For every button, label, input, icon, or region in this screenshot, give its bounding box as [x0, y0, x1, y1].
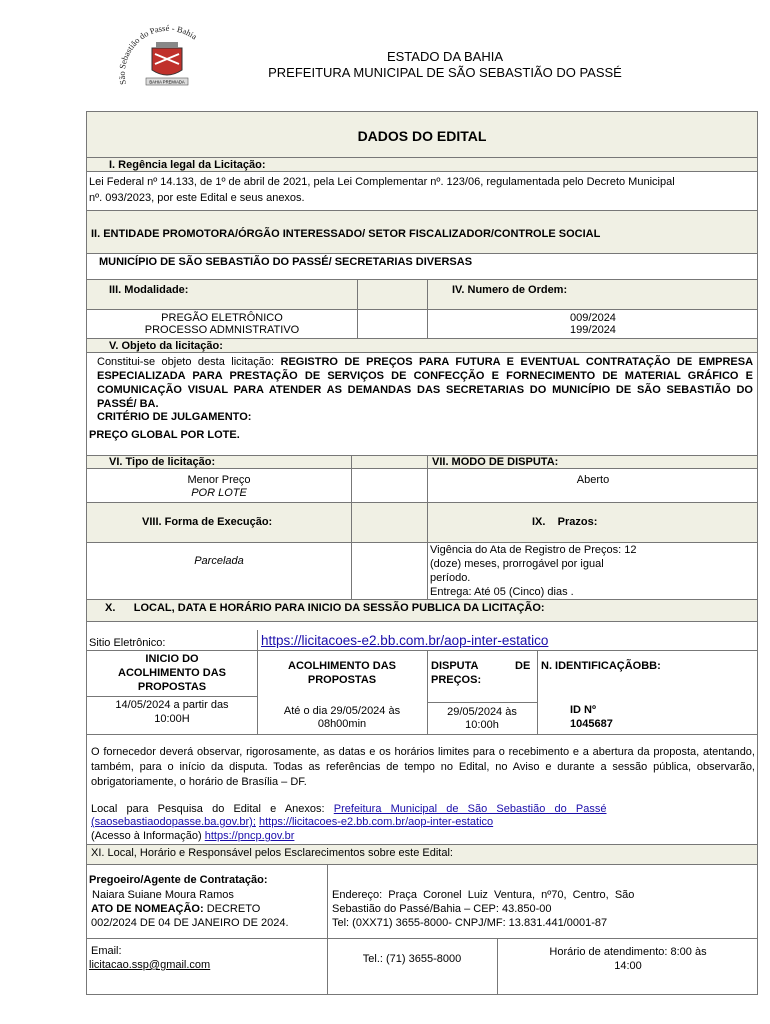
s6-line2: POR LOTE: [191, 487, 247, 499]
s4-line1: 009/2024: [570, 312, 616, 324]
s4-heading: IV. Numero de Ordem:: [452, 284, 568, 296]
pregoeiro-name: Naiara Suiane Moura Ramos: [89, 889, 234, 901]
licitacoes-link[interactable]: https://licitacoes-e2.bb.com.br/aop-inter-estatico: [258, 816, 494, 828]
grid-v4-l2: 1045687: [570, 718, 613, 730]
s7-value: Aberto: [576, 474, 610, 486]
local-text: [91, 802, 755, 816]
telefone: Tel.: (71) 3655-8000: [362, 953, 462, 965]
s9-line2: (doze) meses, prorrogável por igual: [430, 558, 604, 570]
s3-line2: PROCESSO ADMNISTRATIVO: [144, 324, 300, 336]
prefeitura-link[interactable]: Prefeitura Municipal de São Sebastião do Passé: [333, 803, 607, 815]
s2-heading: II. ENTIDADE PROMOTORA/ÓRGÃO INTERESSADO/ SETOR FISCALIZADOR/CONTROLE SOCIAL: [91, 228, 601, 240]
title-band: [87, 112, 757, 158]
s9-line3: período.: [430, 572, 471, 584]
s4-line2: 199/2024: [570, 324, 616, 336]
page-title: DADOS DO EDITAL: [357, 128, 487, 144]
page-header: [240, 49, 650, 81]
grid-h3-a: DISPUTA: [431, 660, 479, 672]
sitio-link[interactable]: https://licitacoes-e2.bb.com.br/aop-inter-estatico: [261, 633, 549, 648]
s3-heading: III. Modalidade:: [109, 284, 189, 296]
grid-h4: N. IDENTIFICAÇÃOBB:: [541, 660, 661, 672]
s9-line1: Vigência do Ata de Registro de Preços: 12: [430, 544, 637, 556]
edital-sheet: [86, 111, 758, 995]
logo-arc-text: São Sebastião do Passé - Bahia: [116, 22, 200, 86]
header-prefeitura: PREFEITURA MUNICIPAL DE SÃO SEBASTIÃO DO PASSÉ: [268, 65, 622, 80]
grid-h2-l2: PROPOSTAS: [307, 674, 377, 686]
aviso-text: O fornecedor deverá observar, rigorosamente, as datas e os horários limites para o recebimento e a abertura da proposta, atentando, também, para o início da disputa. Todas as referências de tempo no Edital, no Aviso e durante a sessão pública, observarão, obrigatoriamente, o horário de Brasília – DF.: [91, 746, 755, 788]
grid-v2-l1: Até o dia 29/05/2024 às: [283, 705, 401, 717]
local-prefix: Local para Pesquisa do Edital e Anexos:: [91, 803, 334, 815]
horario-line2: 14:00: [614, 960, 642, 972]
grid-v2-l2: 08h00min: [317, 718, 367, 730]
s7-heading: VII. MODO DE DISPUTA:: [432, 456, 559, 468]
grid-h3-c: PREÇOS:: [431, 674, 482, 686]
criterio-heading: CRITÉRIO DE JULGAMENTO:: [97, 411, 252, 423]
endereco-line3: Tel: (0XX71) 3655-8000- CNPJ/MF: 13.831.441/0001-87: [332, 917, 608, 929]
acesso-line: [91, 830, 294, 843]
s8-value: Parcelada: [194, 555, 244, 567]
endereco-line1: Endereço: Praça Coronel Luiz Ventura, nº70, Centro, São: [332, 889, 635, 901]
pregoeiro-heading: Pregoeiro/Agente de Contratação:: [89, 874, 268, 886]
s6-line1: Menor Preço: [187, 474, 251, 486]
email-link[interactable]: licitacao.ssp@gmail.com: [89, 959, 211, 971]
header-state: ESTADO DA BAHIA: [386, 49, 504, 64]
grid-h2-l1: ACOLHIMENTO DAS: [288, 660, 396, 672]
s8-heading: VIII. Forma de Execução:: [142, 516, 273, 528]
logo-ribbon-text: BAHIA PREMIADA: [149, 79, 185, 85]
grid-v1-l2: 10:00H: [154, 713, 190, 725]
ato-line: [91, 903, 260, 916]
horario-line1: Horário de atendimento: 8:00 às: [549, 946, 707, 958]
grid-h3-b: DE: [515, 660, 531, 672]
local-links-line: [91, 816, 493, 829]
grid-v3-l1: 29/05/2024 às: [447, 706, 517, 718]
s3-line1: PREGÃO ELETRÔNICO: [161, 312, 283, 324]
s9-heading: IX. Prazos:: [532, 516, 598, 528]
prefeitura-logo: [112, 18, 222, 96]
grid-h1-l3: PROPOSTAS: [137, 681, 207, 693]
acesso-label: (Acesso à Informação): [91, 830, 205, 842]
s11-heading: XI. Local, Horário e Responsável pelos Esclarecimentos sobre este Edital:: [91, 847, 453, 859]
endereco-line2: Sebastião do Passé/Bahia – CEP: 43.850-00: [332, 903, 552, 915]
sitio-label: Sitio Eletrônico:: [89, 637, 166, 649]
s6-heading: VI. Tipo de licitação:: [109, 456, 216, 468]
grid-v1-l1: 14/05/2024 a partir das: [115, 699, 229, 711]
email-label: Email:: [91, 945, 122, 957]
pncp-link[interactable]: https://pncp.gov.br: [204, 830, 295, 842]
ato-rest: DECRETO: [203, 903, 261, 915]
s9-line4: Entrega: Até 05 (Cinco) dias .: [430, 586, 574, 598]
s2-text: MUNICÍPIO DE SÃO SEBASTIÃO DO PASSÉ/ SECRETARIAS DIVERSAS: [99, 256, 473, 268]
s5-prefix: Constitui-se objeto desta licitação:: [97, 356, 281, 368]
ato-line2: 002/2024 DE 04 DE JANEIRO DE 2024.: [91, 917, 289, 929]
ato-label: ATO DE NOMEAÇÃO:: [91, 903, 204, 915]
grid-h1-l2: ACOLHIMENTO DAS: [118, 667, 226, 679]
criterio-value: PREÇO GLOBAL POR LOTE.: [89, 429, 240, 441]
s10-heading: X. LOCAL, DATA E HORÁRIO PARA INICIO DA SESSÃO PUBLICA DA LICITAÇÃO:: [105, 602, 545, 614]
s1-text: Lei Federal nº 14.133, de 1º de abril de 2021, pela Lei Complementar nº. 123/06, regulamentada pelo Decreto Municipal nº. 093/2023, por este Edital e seus anexos.: [89, 176, 675, 204]
s5-object: REGISTRO DE PREÇOS PARA FUTURA E EVENTUAL CONTRATAÇÃO DE EMPRESA ESPECIALIZADA PARA PRESTAÇÃO DE SERVIÇOS DE CONFECÇÃO E FORNECIMENTO DE MATERIAL GRÁFICO E COMUNICAÇÃO VISUAL PARA ATENDER AS DEMANDAS DAS SECRETARIAS DO MUNICÍPIO DE SÃO SEBASTIÃO DO PASSÉ/ BA.: [97, 356, 754, 410]
s5-text: [97, 355, 753, 411]
site-link[interactable]: (saosebastiaodopasse.ba.gov.br);: [91, 816, 256, 828]
grid-v3-l2: 10:00h: [465, 719, 499, 731]
grid-v4-l1: ID Nº: [570, 704, 597, 716]
s5-heading: V. Objeto da licitação:: [109, 340, 223, 352]
grid-h1-l1: INICIO DO: [145, 653, 199, 665]
s1-heading: I. Regência legal da Licitação:: [109, 159, 266, 171]
